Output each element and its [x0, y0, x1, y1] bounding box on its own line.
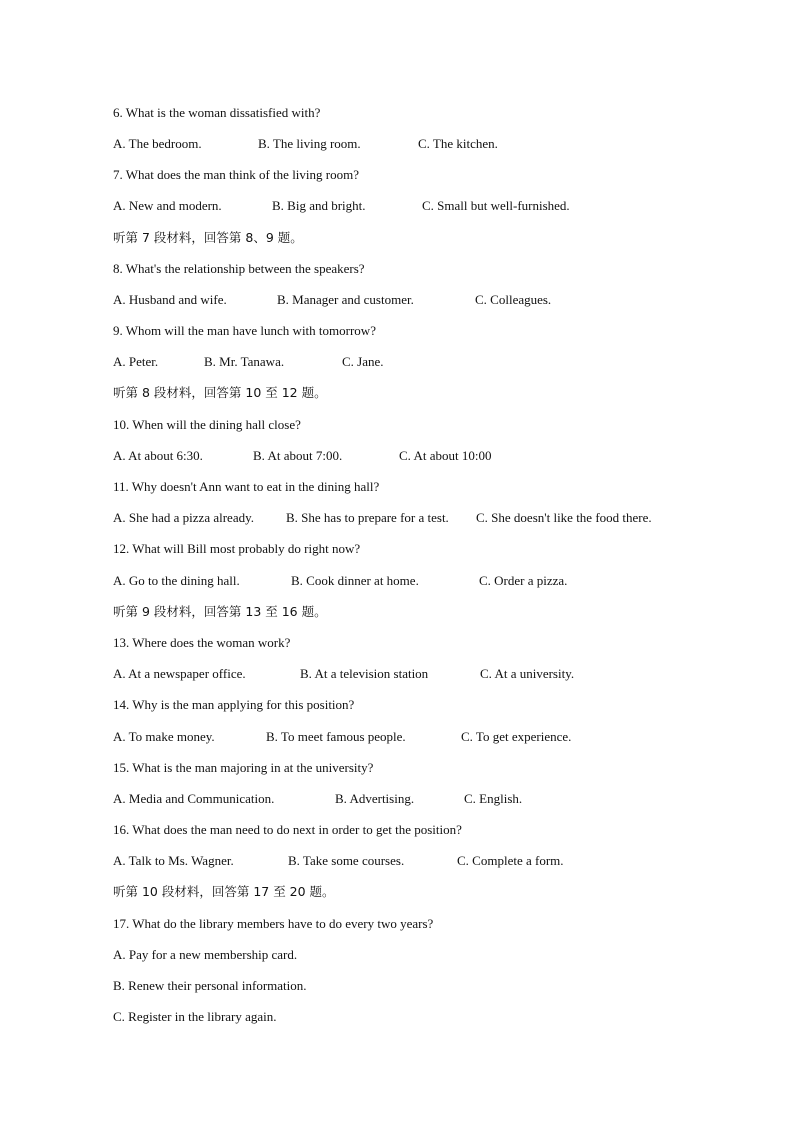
- option-a: A. Talk to Ms. Wagner.: [113, 853, 234, 868]
- option-b: B. The living room.: [258, 136, 361, 151]
- option-c: C. She doesn't like the food there.: [476, 510, 652, 525]
- option-b: B. Mr. Tanawa.: [204, 354, 285, 369]
- option-a: A. Husband and wife.: [113, 292, 227, 307]
- question-8: 8. What's the relationship between the speakers?: [113, 261, 365, 276]
- option-b: B. Renew their personal information.: [113, 978, 307, 993]
- question-6: 6. What is the woman dissatisfied with?: [113, 105, 321, 120]
- option-a: A. Media and Communication.: [113, 791, 275, 806]
- option-b: B. Cook dinner at home.: [291, 573, 419, 588]
- section-heading-8: 听第 8 段材料，回答第 10 至 12 题。: [113, 385, 327, 400]
- option-b: B. Manager and customer.: [277, 292, 414, 307]
- option-b: B. Take some courses.: [288, 853, 405, 868]
- section-heading-10: 听第 10 段材料，回答第 17 至 20 题。: [113, 884, 335, 899]
- option-a: A. At about 6:30.: [113, 448, 203, 463]
- question-13: 13. Where does the woman work?: [113, 635, 291, 650]
- option-a: A. She had a pizza already.: [113, 510, 255, 525]
- option-b: B. Big and bright.: [272, 198, 366, 213]
- option-b: B. To meet famous people.: [266, 729, 406, 744]
- option-a: A. The bedroom.: [113, 136, 202, 151]
- option-b: B. She has to prepare for a test.: [286, 510, 449, 525]
- option-c: C. At a university.: [480, 666, 575, 681]
- option-a: A. Peter.: [113, 354, 159, 369]
- option-a: A. New and modern.: [113, 198, 222, 213]
- option-c: C. Small but well-furnished.: [422, 198, 570, 213]
- option-c: C. To get experience.: [461, 729, 572, 744]
- option-a: A. Go to the dining hall.: [113, 573, 240, 588]
- option-a: A. To make money.: [113, 729, 215, 744]
- option-c: C. Register in the library again.: [113, 1009, 277, 1024]
- option-c: C. Colleagues.: [475, 292, 552, 307]
- section-heading-7: 听第 7 段材料，回答第 8、9 题。: [113, 230, 303, 245]
- option-c: C. English.: [464, 791, 523, 806]
- question-11: 11. Why doesn't Ann want to eat in the dining hall?: [113, 479, 380, 494]
- option-c: C. At about 10:00: [399, 448, 492, 463]
- option-b: B. At a television station: [300, 666, 429, 681]
- question-10: 10. When will the dining hall close?: [113, 417, 301, 432]
- question-17: 17. What do the library members have to do every two years?: [113, 916, 434, 931]
- question-12: 12. What will Bill most probably do right now?: [113, 541, 361, 556]
- option-c: C. The kitchen.: [418, 136, 498, 151]
- section-heading-9: 听第 9 段材料，回答第 13 至 16 题。: [113, 604, 327, 619]
- question-7: 7. What does the man think of the living room?: [113, 167, 359, 182]
- option-c: C. Jane.: [342, 354, 384, 369]
- option-c: C. Complete a form.: [457, 853, 564, 868]
- question-14: 14. Why is the man applying for this position?: [113, 697, 355, 712]
- option-a: A. Pay for a new membership card.: [113, 947, 298, 962]
- option-b: B. At about 7:00.: [253, 448, 343, 463]
- question-15: 15. What is the man majoring in at the university?: [113, 760, 374, 775]
- option-c: C. Order a pizza.: [479, 573, 568, 588]
- question-9: 9. Whom will the man have lunch with tomorrow?: [113, 323, 376, 338]
- option-a: A. At a newspaper office.: [113, 666, 246, 681]
- option-b: B. Advertising.: [335, 791, 415, 806]
- question-16: 16. What does the man need to do next in order to get the position?: [113, 822, 462, 837]
